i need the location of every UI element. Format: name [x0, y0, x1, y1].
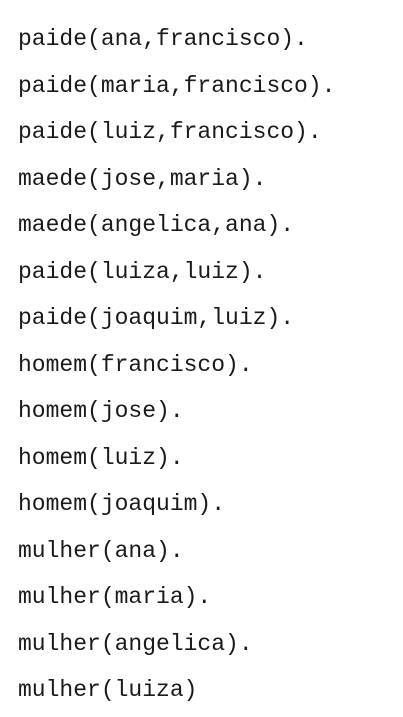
code-line-paide-luiza: paide(luiza,luiz).: [18, 258, 267, 285]
code-line-mulher-luiza: mulher(luiza): [18, 677, 198, 703]
code-line-homem-luiz: homem(luiz).: [18, 444, 184, 471]
code-line-maede-angelica: maede(angelica,ana).: [18, 212, 295, 238]
code-line-homem-jose: homem(jose).: [18, 398, 184, 424]
code-line-homem-joaquim: homem(joaquim).: [18, 491, 226, 517]
code-line-mulher-angelica: mulher(angelica).: [18, 630, 253, 657]
code-line-homem-francisco: homem(francisco).: [18, 351, 253, 378]
prolog-facts-listing: [18, 16, 335, 714]
code-line-paide-maria: paide(maria,francisco).: [18, 72, 336, 99]
code-line-maede-jose: maede(jose,maria).: [18, 165, 267, 192]
code-line-paide-luiz: paide(luiz,francisco).: [18, 119, 322, 145]
code-line-mulher-maria: mulher(maria).: [18, 584, 212, 610]
code-line-mulher-ana: mulher(ana).: [18, 537, 184, 564]
code-line-paide-ana: paide(ana,francisco).: [18, 26, 308, 52]
code-line-paide-joaquim: paide(joaquim,luiz).: [18, 305, 295, 331]
